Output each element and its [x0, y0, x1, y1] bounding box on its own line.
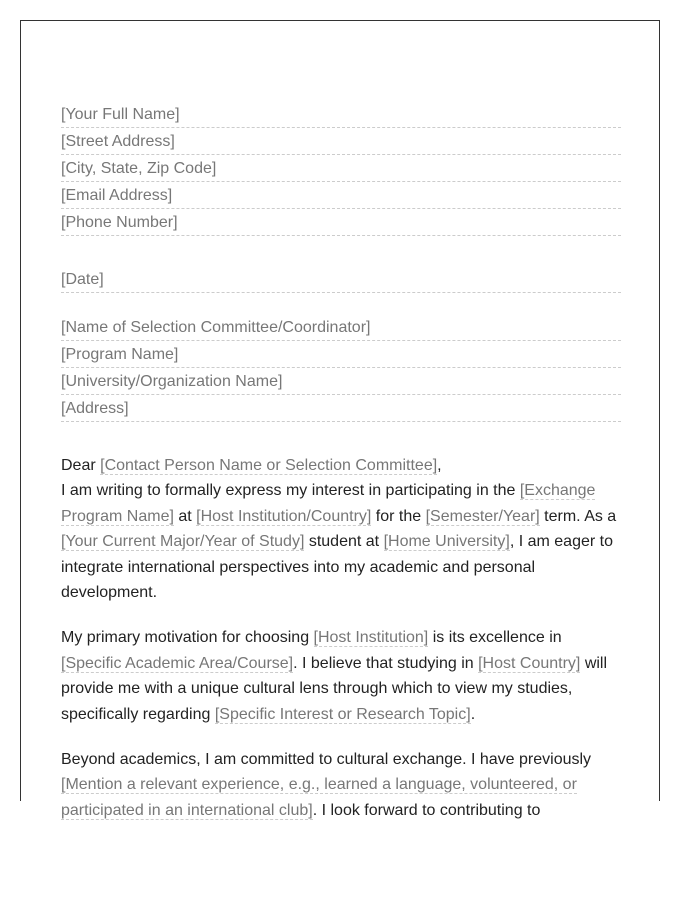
paragraph-cultural [61, 747, 621, 823]
semester-year-placeholder[interactable]: [Semester/Year] [425, 507, 540, 525]
paragraph-text: , I am eager to integrate international perspectives into my academic and personal development. [61, 533, 613, 602]
letter-content [61, 101, 621, 823]
home-university-placeholder[interactable]: [Home University] [383, 533, 510, 551]
exchange-program-placeholder[interactable]: [Exchange Program Name] [61, 482, 596, 525]
research-topic-placeholder[interactable]: [Specific Interest or Research Topic] [214, 705, 471, 723]
academic-area-placeholder[interactable]: [Specific Academic Area/Course] [61, 654, 294, 672]
recipient-organization-field[interactable]: [University/Organization Name] [61, 368, 621, 395]
sender-full-name-field[interactable]: [Your Full Name] [61, 101, 621, 128]
recipient-block [61, 314, 621, 422]
sender-city-state-zip-field[interactable]: [City, State, Zip Code] [61, 155, 621, 182]
sender-block [61, 101, 621, 236]
salutation-suffix: , [437, 457, 442, 474]
host-country-placeholder[interactable]: [Host Country] [478, 654, 581, 672]
paragraph-text: is its excellence in [428, 629, 562, 647]
host-institution-country-placeholder[interactable]: [Host Institution/Country] [196, 507, 372, 525]
recipient-program-field[interactable]: [Program Name] [61, 341, 621, 368]
sender-phone-field[interactable]: [Phone Number] [61, 209, 621, 236]
date-block [61, 266, 621, 293]
letter-body [61, 453, 621, 823]
sender-email-field[interactable]: [Email Address] [61, 182, 621, 209]
paragraph-text: term. As a [539, 507, 617, 525]
paragraph-motivation [61, 625, 621, 727]
salutation-prefix: Dear [61, 457, 101, 474]
paragraph-text: Beyond academics, I am committed to cultural exchange. I have previously [61, 751, 592, 769]
host-institution-placeholder[interactable]: [Host Institution] [313, 629, 429, 647]
paragraph-text: . I look forward to contributing to [312, 801, 541, 819]
paragraph-text: . I believe that studying in [293, 654, 479, 672]
paragraph-text: for the [371, 507, 426, 525]
paragraph-text: . [470, 705, 476, 723]
sender-street-address-field[interactable]: [Street Address] [61, 128, 621, 155]
major-year-placeholder[interactable]: [Your Current Major/Year of Study] [61, 533, 305, 551]
paragraph-text: I am writing to formally express my interest in participating in the [61, 482, 520, 500]
relevant-experience-placeholder[interactable]: [Mention a relevant experience, e.g., learned a language, volunteered, or participated in an international club] [61, 776, 577, 819]
paragraph-text: My primary motivation for choosing [61, 629, 314, 647]
salutation-name-placeholder[interactable]: [Contact Person Name or Selection Committee] [100, 457, 438, 474]
recipient-address-field[interactable]: [Address] [61, 395, 621, 422]
paragraph-intro [61, 478, 621, 605]
salutation [61, 453, 621, 478]
paragraph-text: student at [304, 533, 384, 551]
letter-page [20, 20, 660, 819]
recipient-name-field[interactable]: [Name of Selection Committee/Coordinator] [61, 314, 621, 341]
paragraph-text: will provide me with a unique cultural lens through which to view my studies, specifically regarding [61, 654, 608, 723]
paragraph-text: at [173, 507, 197, 525]
date-field[interactable]: [Date] [61, 266, 621, 293]
